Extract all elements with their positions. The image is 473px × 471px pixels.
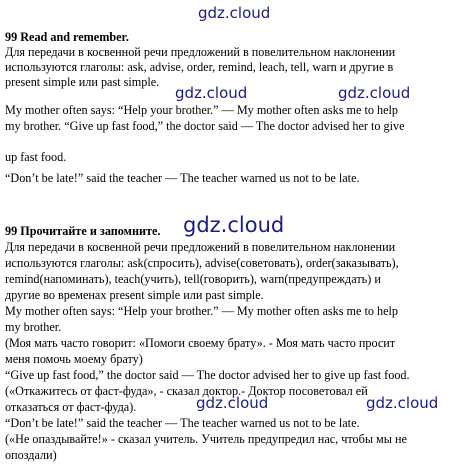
section-title-ru: 99 Прочитайте и запомните. [5,224,161,238]
watermark-left: gdz.cloud [175,84,248,102]
ru-line-7: (Моя мать часто говорит: «Помоги своему брату». - Моя мать часто просит [5,336,396,350]
en-line-5: my brother. “Give up fast food,” the doctor said — The doctor advised her to give [5,119,405,133]
ru-line-6: my brother. [5,320,62,334]
en-line-1: Для передачи в косвенной речи предложений в повелительном наклонении [5,45,396,59]
watermark-bottom-left: gdz.cloud [196,394,269,412]
ru-line-13: («Не опаздывайте!» - сказал учитель. Учитель предупредил нас, чтобы мы не [5,432,407,446]
ru-line-3: remind(напоминать), teach(учить), tell(говорить), warn(предупреждать) и [5,272,381,286]
watermark-right: gdz.cloud [338,84,411,102]
en-line-7: “Don’t be late!” said the teacher — The teacher warned us not to be late. [5,171,360,185]
watermark-top: gdz.cloud [198,4,271,22]
en-line-4: My mother often says: “Help your brother.” — My mother often asks me to help [5,103,398,117]
en-line-6: up fast food. [5,150,67,164]
ru-line-14: опоздали) [5,448,57,462]
ru-line-5: My mother often says: “Help your brother.” — My mother often asks me to help [5,304,398,318]
ru-line-11: отказаться от фаст-фуда). [5,400,137,414]
ru-line-1: Для передачи в косвенной речи предложений в повелительном наклонении [5,240,396,254]
section-title-en: 99 Read and remember. [5,30,129,44]
watermark-bottom-right: gdz.cloud [366,394,439,412]
ru-line-10: («Откажитесь от фаст-фуда», - сказал доктор.- Доктор посоветовал ей [5,384,368,398]
ru-line-9: “Give up fast food,” the doctor said — The doctor advised her to give up fast food. [5,368,410,382]
watermark-center-large: gdz.cloud [183,213,285,237]
en-line-2: используются глаголы: ask, advise, order, remind, leach, tell, warn и другие в [5,60,394,74]
en-line-3: present simple или past simple. [5,75,160,89]
ru-line-2: используются глаголы: ask(спросить), advise(советовать), order(заказывать), [5,256,399,270]
ru-line-4: другие во временах present simple или past simple. [5,288,264,302]
ru-line-12: “Don’t be late!” said the teacher — The teacher warned us not to be late. [5,416,360,430]
ru-line-8: меня помочь моему брату) [5,352,143,366]
